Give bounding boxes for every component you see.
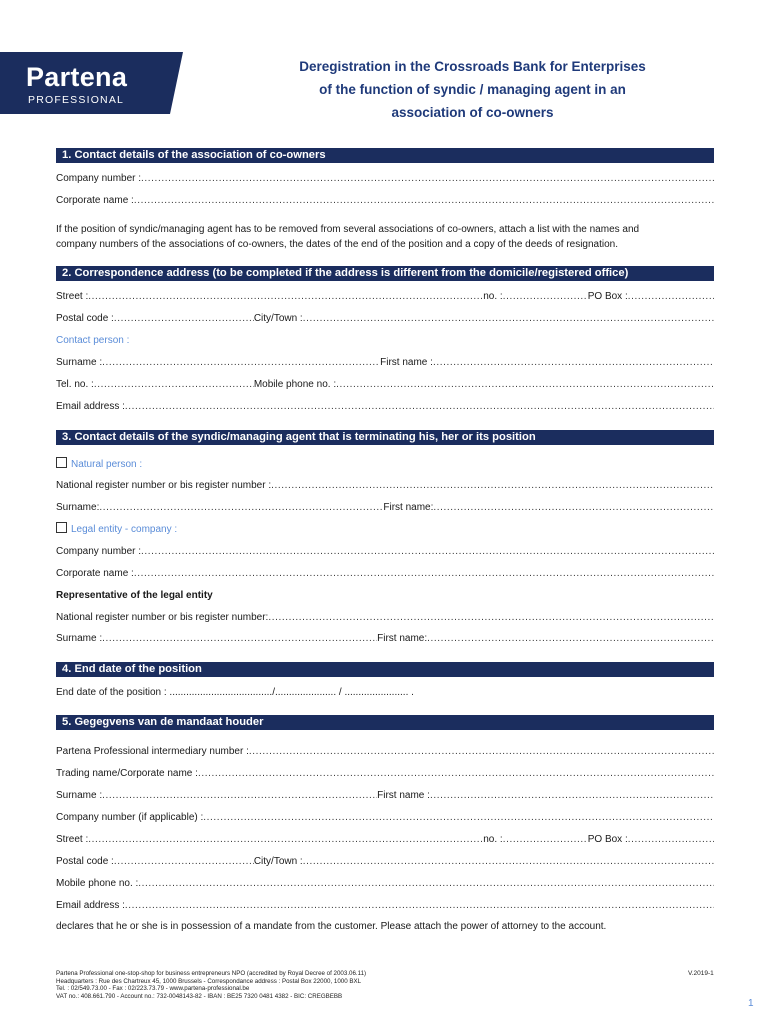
- holder-mobile-row[interactable]: Mobile phone no. : .....: [56, 877, 714, 891]
- street-row[interactable]: Street : ..... no. : ..... PO Box : .....: [56, 290, 714, 304]
- legal-company-number-row[interactable]: Company number : .....: [56, 545, 714, 559]
- postal-row[interactable]: Postal code : ..... City/Town : .....: [56, 312, 714, 326]
- holder-name-row[interactable]: Surname : ..... First name : .....: [56, 789, 714, 803]
- logo-name: Partena: [26, 62, 128, 92]
- section-3-header: 3. Contact details of the syndic/managing agent that is terminating his, her or its position: [56, 430, 714, 445]
- company-number-field[interactable]: Company number : .....: [56, 172, 714, 186]
- logo-sub: PROFESSIONAL: [28, 94, 125, 106]
- section-5-header: 5. Gegegvens van de mandaat houder: [56, 715, 714, 730]
- representative-label: Representative of the legal entity: [56, 590, 213, 601]
- section-1-header: 1. Contact details of the association of co-owners: [56, 148, 714, 163]
- holder-email-row[interactable]: Email address : .....: [56, 899, 714, 913]
- rep-name-row[interactable]: Surname : ..... First name: .....: [56, 632, 714, 646]
- section-1-note: If the position of syndic/managing agent has to be removed from several associations of co-owners, attach a list with the names and company numbers of the associations of co-owners, the dates of the end of the position and a copy of the deeds of resignation.: [56, 224, 640, 250]
- partena-logo: [0, 52, 183, 114]
- rep-nrn-row[interactable]: National register number or bis register number: .....: [56, 611, 714, 625]
- email-row[interactable]: Email address : .....: [56, 400, 714, 414]
- legal-entity-option[interactable]: Legal entity - company :: [56, 522, 714, 536]
- holder-street-row[interactable]: Street : ..... no. : ..... PO Box : .....: [56, 833, 714, 847]
- nrn-row[interactable]: National register number or bis register number : .....: [56, 479, 714, 493]
- section-4-header: 4. End date of the position: [56, 662, 714, 677]
- holder-company-row[interactable]: Company number (if applicable) : .....: [56, 811, 714, 825]
- corporate-name-field[interactable]: Corporate name : .....: [56, 194, 714, 208]
- contact-person-label: Contact person :: [56, 335, 130, 346]
- declaration-text: declares that he or she is in possession of a mandate from the customer. Please attach the power of attorney to the account.: [56, 921, 607, 932]
- version-label: V.2019-1: [688, 970, 714, 977]
- legal-corporate-name-row[interactable]: Corporate name : .....: [56, 567, 714, 581]
- natural-person-option[interactable]: Natural person :: [56, 457, 714, 471]
- page-number: 1: [748, 998, 754, 1009]
- page-title: Deregistration in the Crossroads Bank for Enterprises of the function of syndic / managing agent in an association of co-owners: [299, 59, 646, 120]
- intermediary-row[interactable]: Partena Professional intermediary number : .....: [56, 745, 714, 759]
- natural-name-row[interactable]: Surname: ..... First name: .....: [56, 501, 714, 515]
- footer: Partena Professional one-stop-shop for business entrepreneurs NPO (accredited by Royal Decree of 2003.06.11) Headquarters : Rue des Chartreux 45, 1000 Brussels - Correspondance address : Postal Box 22000, 1000 BXL Tel. : 02/549.73.00 - Fax : 02/223.73.79 - www.partena-professional.be VAT no.: 408.661.790 - Account no.: 732-0048143-82 - IBAN : BE25 7320 0481 4382 - BIC: CREGBEBB: [56, 970, 367, 1000]
- natural-person-checkbox[interactable]: [56, 457, 67, 468]
- contact-name-row[interactable]: Surname : ..... First name : .....: [56, 356, 714, 370]
- trading-name-row[interactable]: Trading name/Corporate name : .....: [56, 767, 714, 781]
- holder-postal-row[interactable]: Postal code : ..... City/Town : .....: [56, 855, 714, 869]
- end-date-field[interactable]: End date of the position : ...................................../...................... / ....................... .: [56, 687, 414, 698]
- legal-entity-checkbox[interactable]: [56, 522, 67, 533]
- phone-row[interactable]: Tel. no. : ..... Mobile phone no. : .....: [56, 378, 714, 392]
- section-2-header: 2. Correspondence address (to be completed if the address is different from the domicile/registered office): [56, 266, 714, 281]
